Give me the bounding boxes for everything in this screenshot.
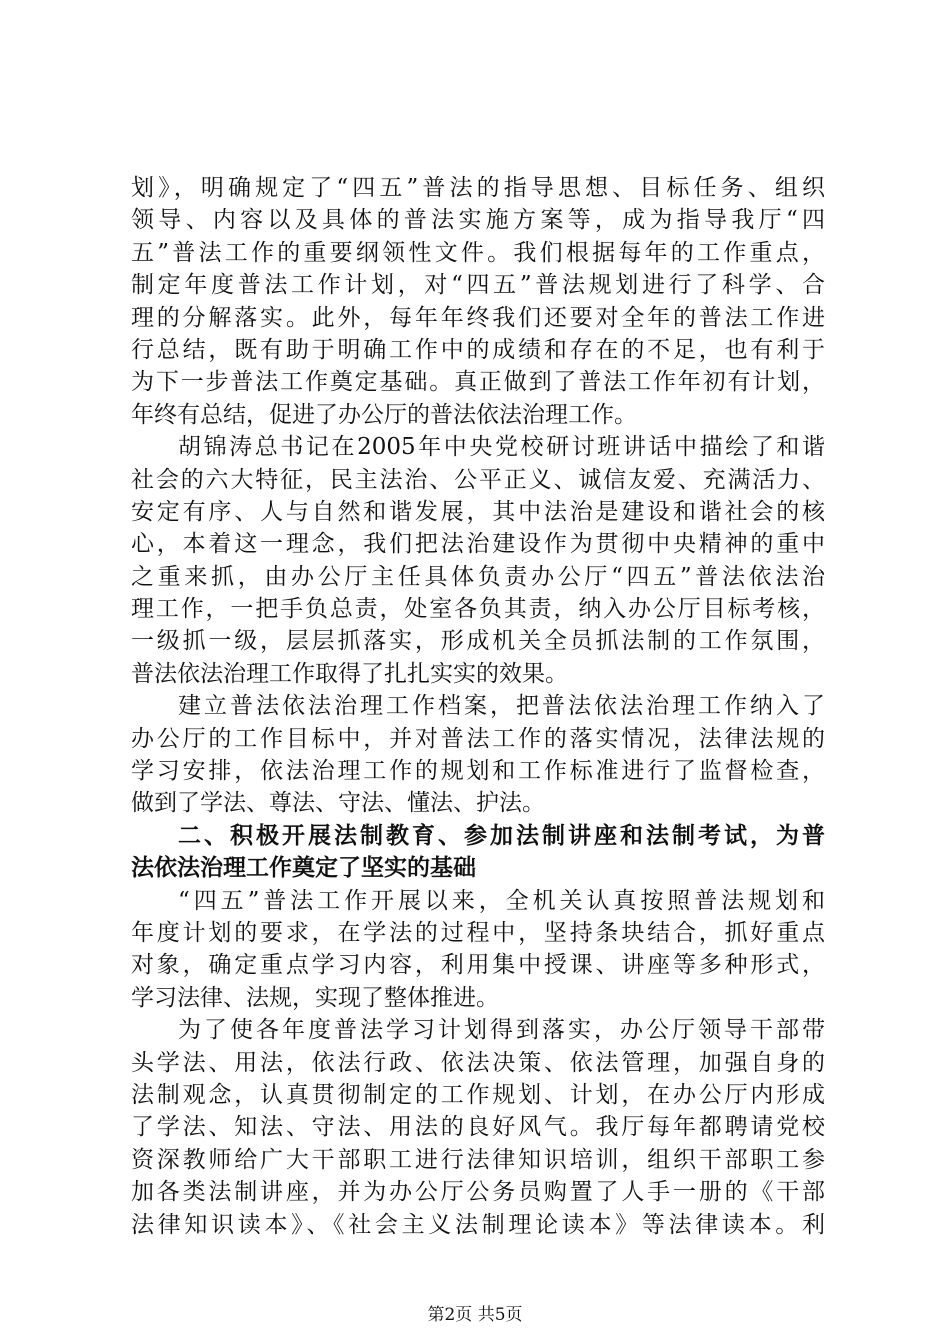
text-line: 心，本着这一理念，我们把法治建设作为贯彻中央精神的重中 bbox=[131, 531, 825, 558]
text-line: 为下一步普法工作奠定基础。真正做到了普法工作年初有计划， bbox=[131, 369, 825, 396]
text-line: “四五”普法工作开展以来，全机关认真按照普法规划和 bbox=[178, 887, 825, 914]
text-line: 理的分解落实。此外，每年年终我们还要对全年的普法工作进 bbox=[131, 304, 825, 331]
text-line: 领导、内容以及具体的普法实施方案等，成为指导我厅“四 bbox=[131, 207, 825, 234]
text-line: 制定年度普法工作计划，对“四五”普法规划进行了科学、合 bbox=[131, 272, 825, 299]
text-line: 法律知识读本》、《社会主义法制理论读本》等法律读本。利 bbox=[131, 1211, 825, 1238]
text-line: 头学法、用法，依法行政、依法决策、依法管理，加强自身的 bbox=[131, 1049, 825, 1076]
section-heading: 二、积极开展法制教育、参加法制讲座和法制考试，为普 bbox=[178, 822, 825, 849]
text-line: 学习安排，依法治理工作的规划和工作标准进行了监督检查， bbox=[131, 758, 825, 785]
text-line: 了学法、知法、守法、用法的良好风气。我厅每年都聘请党校 bbox=[131, 1114, 825, 1141]
page-number: 第2页 共5页 bbox=[427, 1305, 523, 1325]
text-line: 年终有总结，促进了办公厅的普法依法治理工作。 bbox=[131, 401, 637, 428]
text-line: 胡锦涛总书记在2005年中央党校研讨班讲话中描绘了和谐 bbox=[178, 434, 825, 461]
text-line: 划》，明确规定了“四五”普法的指导思想、目标任务、组织 bbox=[131, 175, 825, 201]
text-line: 安定有序、人与自然和谐发展，其中法治是建设和谐社会的核 bbox=[131, 498, 825, 525]
text-line: 法制观念，认真贯彻制定的工作规划、计划，在办公厅内形成 bbox=[131, 1081, 825, 1108]
text-line: 建立普法依法治理工作档案，把普法依法治理工作纳入了 bbox=[178, 693, 825, 720]
text-line: 做到了学法、尊法、守法、懂法、护法。 bbox=[131, 790, 545, 817]
text-line: 资深教师给广大干部职工进行法律知识培训，组织干部职工参 bbox=[131, 1146, 825, 1173]
text-line: 行总结，既有助于明确工作中的成绩和存在的不足，也有利于 bbox=[131, 336, 825, 363]
text-line: 理工作，一把手负总责，处室各负其责，纳入办公厅目标考核， bbox=[131, 596, 825, 623]
text-line: 为了使各年度普法学习计划得到落实，办公厅领导干部带 bbox=[178, 1017, 825, 1044]
text-line: 年度计划的要求，在学法的过程中，坚持条块结合，抓好重点 bbox=[131, 919, 825, 946]
text-line: 加各类法制讲座，并为办公厅公务员购置了人手一册的《干部 bbox=[131, 1179, 825, 1206]
text-line: 学习法律、法规，实现了整体推进。 bbox=[131, 984, 499, 1011]
text-line: 五”普法工作的重要纲领性文件。我们根据每年的工作重点， bbox=[131, 239, 825, 266]
text-line: 对象，确定重点学习内容，利用集中授课、讲座等多种形式， bbox=[131, 952, 825, 979]
text-line: 社会的六大特征，民主法治、公平正义、诚信友爱、充满活力、 bbox=[131, 466, 825, 493]
document-body bbox=[131, 172, 825, 1241]
text-line: 办公厅的工作目标中，并对普法工作的落实情况，法律法规的 bbox=[131, 725, 825, 752]
text-line: 普法依法治理工作取得了扎扎实实的效果。 bbox=[131, 660, 568, 687]
text-line: 一级抓一级，层层抓落实，形成机关全员抓法制的工作氛围， bbox=[131, 628, 825, 655]
section-heading: 法依法治理工作奠定了坚实的基础 bbox=[131, 855, 476, 882]
text-line: 之重来抓，由办公厅主任具体负责办公厅“四五”普法依法治 bbox=[131, 563, 825, 590]
